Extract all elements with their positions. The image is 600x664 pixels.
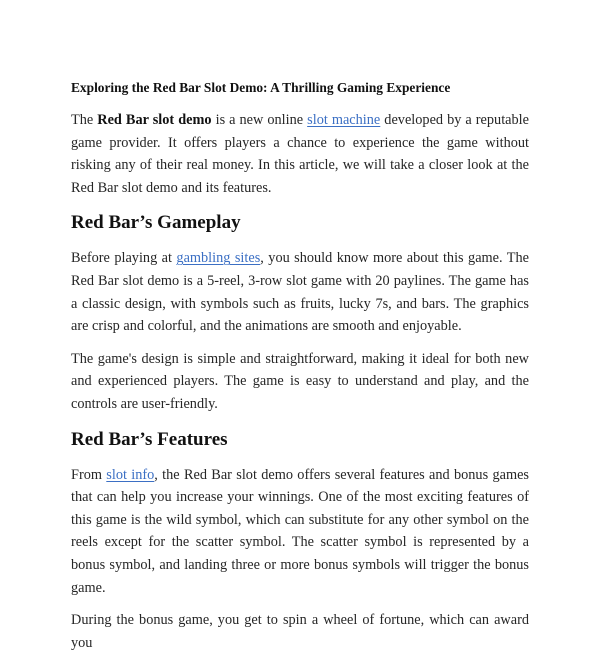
gameplay-p1-prefix: Before playing at xyxy=(71,250,177,267)
intro-suffix: developed by a reputable game provider. It offers players a chance to experience the game without risking any of their real money. In this article, we will take a closer look at the Red Bar slot demo and its features. xyxy=(71,112,529,196)
intro-bold-term: Red Bar slot demo xyxy=(97,112,212,128)
features-p1-prefix: From xyxy=(71,466,107,483)
intro-paragraph xyxy=(71,109,529,199)
gambling-sites-link[interactable]: gambling sites xyxy=(176,250,261,267)
gameplay-paragraph-1 xyxy=(71,247,529,337)
features-p1-suffix: , the Red Bar slot demo offers several features and bonus games that can help you increase your winnings. One of the most exciting features of this game is the wild symbol, which can substitute for any other symbol on the reels except for the scatter symbol. The scatter symbol is represented by a bonus symbol, and landing three or more bonus symbols will trigger the bonus game. xyxy=(71,466,529,596)
gameplay-p1-suffix: , you should know more about this game. The Red Bar slot demo is a 5-reel, 3-row slot game with 20 paylines. The game has a classic design, with symbols such as fruits, lucky 7s, and bars. The graphics are crisp and colorful, and the animations are smooth and enjoyable. xyxy=(71,250,529,335)
article-body xyxy=(71,79,529,664)
article-title: Exploring the Red Bar Slot Demo: A Thrilling Gaming Experience xyxy=(71,80,451,95)
features-paragraph-1 xyxy=(71,464,529,600)
intro-prefix: The xyxy=(71,112,98,128)
slot-machine-link[interactable]: slot machine xyxy=(307,112,381,128)
intro-middle: is a new online xyxy=(211,112,308,128)
features-paragraph-2: During the bonus game, you get to spin a wheel of fortune, which can award you xyxy=(71,612,529,651)
section-heading-features: Red Bar’s Features xyxy=(71,428,228,450)
gameplay-paragraph-2: The game's design is simple and straightforward, making it ideal for both new and experienced players. The game is easy to understand and play, and the controls are user-friendly. xyxy=(71,350,529,412)
slot-info-link[interactable]: slot info xyxy=(106,466,155,483)
section-heading-gameplay: Red Bar’s Gameplay xyxy=(71,212,241,234)
